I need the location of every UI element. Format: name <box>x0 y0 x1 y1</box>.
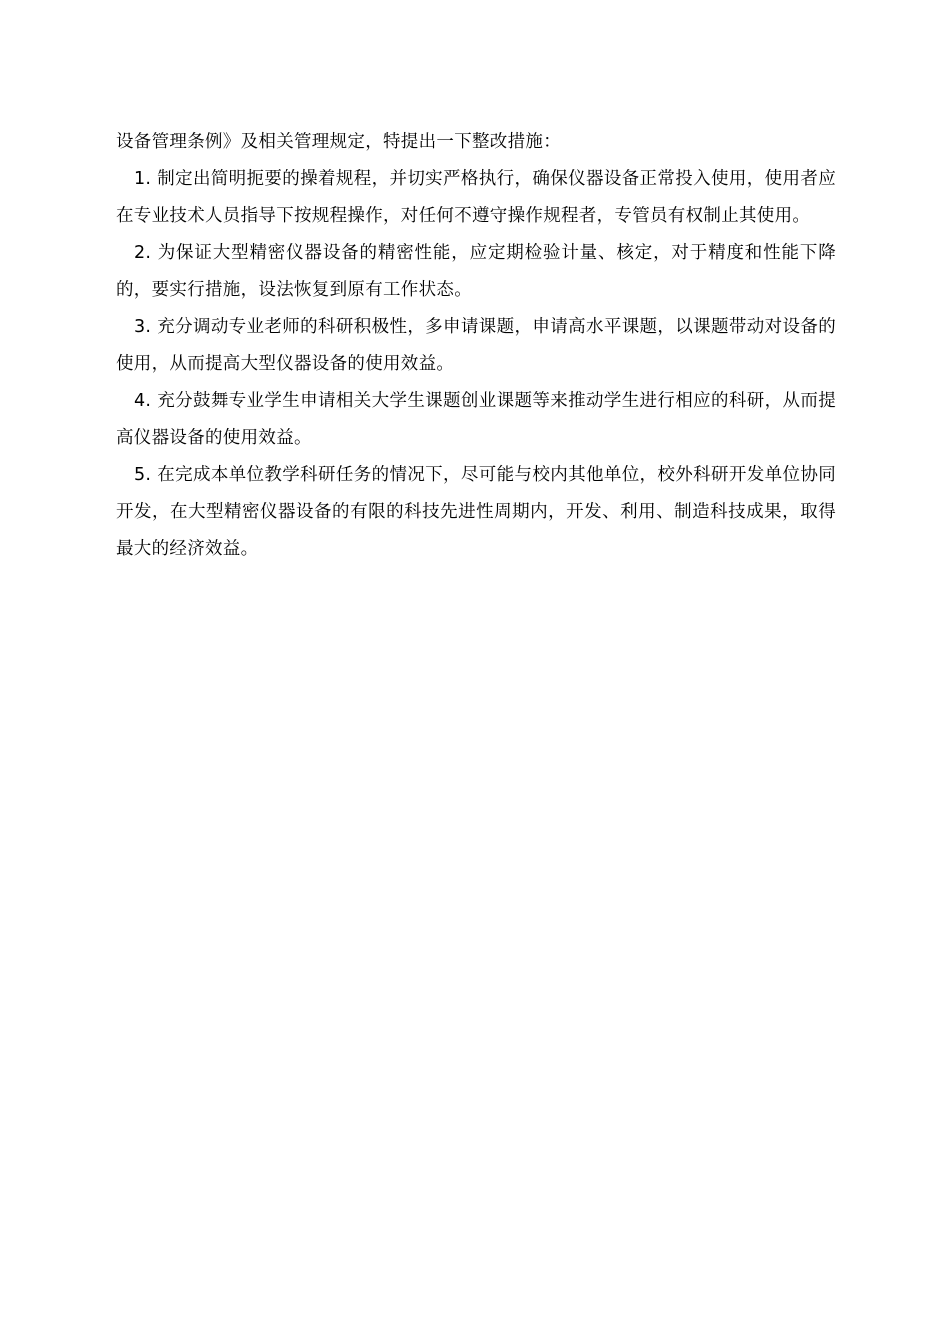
measure-paragraph-3: 3. 充分调动专业老师的科研积极性，多申请课题，申请高水平课题，以课题带动对设备的使用，从而提高大型仪器设备的使用效益。 <box>116 317 836 374</box>
measure-paragraph-5: 5. 在完成本单位教学科研任务的情况下，尽可能与校内其他单位，校外科研开发单位协同开发，在大型精密仪器设备的有限的科技先进性周期内，开发、利用、制造科技成果，取得最大的经济效益。 <box>116 465 836 559</box>
document-body <box>116 124 836 568</box>
intro-paragraph: 设备管理条例》及相关管理规定，特提出一下整改措施： <box>116 132 561 152</box>
measure-paragraph-4: 4. 充分鼓舞专业学生申请相关大学生课题创业课题等来推动学生进行相应的科研，从而提高仪器设备的使用效益。 <box>116 391 836 448</box>
measure-paragraph-2: 2. 为保证大型精密仪器设备的精密性能，应定期检验计量、核定，对于精度和性能下降的，要实行措施，设法恢复到原有工作状态。 <box>116 243 836 300</box>
measure-paragraph-1: 1. 制定出简明扼要的操着规程，并切实严格执行，确保仪器设备正常投入使用，使用者应在专业技术人员指导下按规程操作，对任何不遵守操作规程者，专管员有权制止其使用。 <box>116 169 836 226</box>
